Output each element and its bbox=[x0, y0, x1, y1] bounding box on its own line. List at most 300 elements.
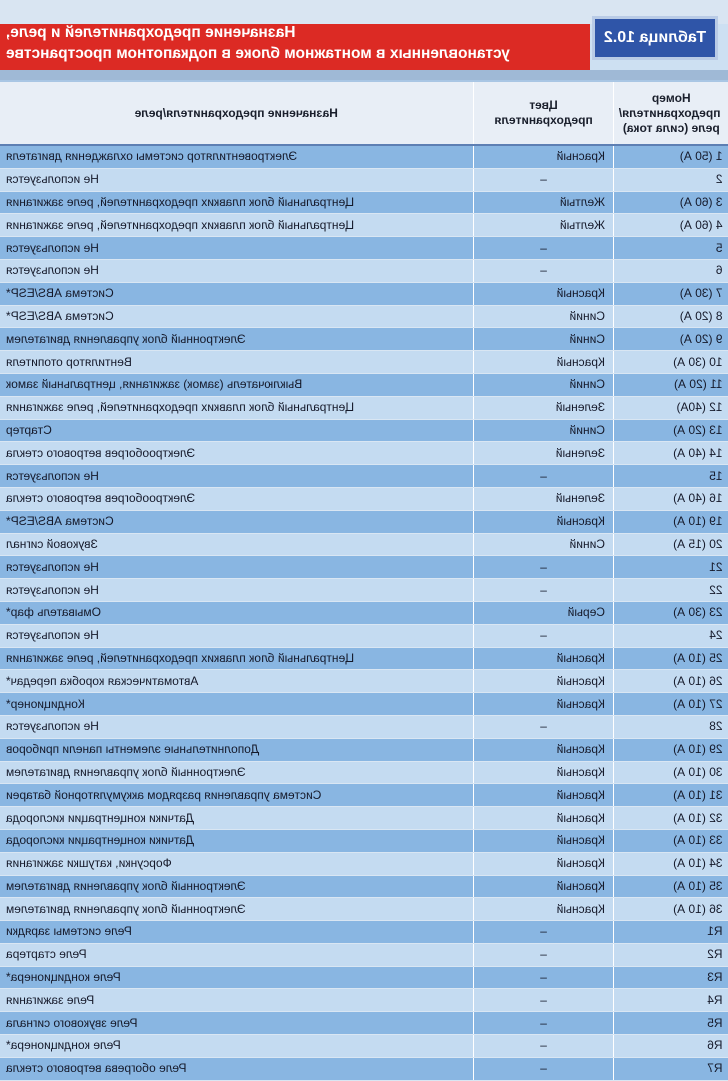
cell-color bbox=[473, 807, 613, 830]
cell-number-text: 2 bbox=[614, 169, 728, 190]
cell-purpose-text: Система ABS/ESP* bbox=[0, 306, 473, 327]
table-row bbox=[0, 305, 728, 328]
cell-purpose bbox=[0, 784, 473, 807]
cell-purpose bbox=[0, 168, 473, 191]
cell-purpose-text: Вентилятор отопителя bbox=[0, 352, 473, 373]
cell-purpose bbox=[0, 487, 473, 510]
cell-color bbox=[473, 624, 613, 647]
cell-purpose-text: Электронный блок управления двигателем bbox=[0, 899, 473, 920]
cell-color-text: – bbox=[474, 625, 613, 646]
cell-number-text: 7 (30 А) bbox=[614, 283, 728, 304]
cell-purpose-text: Реле кондиционера* bbox=[0, 967, 473, 988]
table-row bbox=[0, 579, 728, 602]
cell-number-text: 6 bbox=[614, 260, 728, 281]
cell-purpose bbox=[0, 989, 473, 1012]
cell-number bbox=[613, 259, 728, 282]
cell-color-text: Зеленый bbox=[474, 397, 613, 418]
cell-color bbox=[473, 579, 613, 602]
cell-color-text: Синий bbox=[474, 374, 613, 395]
table-row bbox=[0, 898, 728, 921]
table-row bbox=[0, 966, 728, 989]
cell-color bbox=[473, 738, 613, 761]
cell-color bbox=[473, 351, 613, 374]
cell-purpose bbox=[0, 510, 473, 533]
table-row bbox=[0, 875, 728, 898]
cell-color bbox=[473, 852, 613, 875]
table-row bbox=[0, 237, 728, 260]
cell-color-text: Красный bbox=[474, 739, 613, 760]
cell-purpose-text: Реле обогрева ветрового стекла bbox=[0, 1058, 473, 1079]
cell-color-text: – bbox=[474, 1035, 613, 1056]
cell-color-text: Синий bbox=[474, 329, 613, 350]
cell-color bbox=[473, 396, 613, 419]
cell-number-text: 32 (10 А) bbox=[614, 808, 728, 829]
cell-purpose-text: Электровентилятор системы охлаждения двигателя bbox=[0, 146, 473, 167]
cell-purpose-text: Не используется bbox=[0, 557, 473, 578]
cell-number-text: 33 (10 А) bbox=[614, 830, 728, 851]
cell-purpose-text: Электронный блок управления двигателем bbox=[0, 876, 473, 897]
cell-number-text: 11 (20 А) bbox=[614, 374, 728, 395]
cell-color-text: Синий bbox=[474, 534, 613, 555]
cell-number-text: 10 (30 А) bbox=[614, 352, 728, 373]
cell-purpose bbox=[0, 738, 473, 761]
cell-purpose bbox=[0, 556, 473, 579]
cell-purpose bbox=[0, 373, 473, 396]
cell-purpose-text: Выключатель (замок) зажигания, центральный замок bbox=[0, 374, 473, 395]
cell-purpose bbox=[0, 624, 473, 647]
cell-number bbox=[613, 579, 728, 602]
cell-color bbox=[473, 761, 613, 784]
cell-number bbox=[613, 145, 728, 168]
cell-color-text: Серый bbox=[474, 602, 613, 623]
cell-number bbox=[613, 715, 728, 738]
cell-purpose-text: Центральный блок плавких предохранителей, реле зажигания bbox=[0, 192, 473, 213]
table-row bbox=[0, 465, 728, 488]
cell-color bbox=[473, 442, 613, 465]
cell-color bbox=[473, 533, 613, 556]
cell-number bbox=[613, 419, 728, 442]
cell-number-text: R4 bbox=[614, 990, 728, 1011]
table-row bbox=[0, 807, 728, 830]
cell-purpose bbox=[0, 647, 473, 670]
cell-color-text: – bbox=[474, 580, 613, 601]
cell-purpose bbox=[0, 465, 473, 488]
cell-number-text: 13 (20 А) bbox=[614, 420, 728, 441]
cell-number bbox=[613, 282, 728, 305]
cell-purpose bbox=[0, 715, 473, 738]
cell-number bbox=[613, 487, 728, 510]
cell-color bbox=[473, 989, 613, 1012]
cell-color bbox=[473, 670, 613, 693]
cell-color-text: Желтый bbox=[474, 192, 613, 213]
column-header-color-label: Цвет предохранителя bbox=[474, 98, 613, 128]
table-row bbox=[0, 1035, 728, 1058]
cell-number-text: R1 bbox=[614, 921, 728, 942]
cell-number-text: 22 bbox=[614, 580, 728, 601]
cell-number bbox=[613, 784, 728, 807]
cell-number-text: 34 (10 А) bbox=[614, 853, 728, 874]
cell-color bbox=[473, 214, 613, 237]
table-row bbox=[0, 419, 728, 442]
cell-number bbox=[613, 807, 728, 830]
cell-purpose-text: Реле кондиционера* bbox=[0, 1035, 473, 1056]
cell-color-text: Желтый bbox=[474, 215, 613, 236]
cell-purpose-text: Реле стартера bbox=[0, 944, 473, 965]
cell-purpose-text: Датчики концентрации кислорода bbox=[0, 808, 473, 829]
cell-number bbox=[613, 852, 728, 875]
cell-color-text: Зеленый bbox=[474, 488, 613, 509]
cell-purpose bbox=[0, 1057, 473, 1080]
cell-color-text: Красный bbox=[474, 808, 613, 829]
table-row bbox=[0, 214, 728, 237]
cell-number-text: 15 bbox=[614, 466, 728, 487]
table-row bbox=[0, 510, 728, 533]
cell-purpose-text: Реле зажигания bbox=[0, 990, 473, 1011]
cell-color-text: – bbox=[474, 716, 613, 737]
cell-purpose-text: Система ABS/ESP* bbox=[0, 511, 473, 532]
cell-number bbox=[613, 647, 728, 670]
cell-purpose bbox=[0, 214, 473, 237]
cell-number-text: 5 bbox=[614, 238, 728, 259]
cell-number-text: R7 bbox=[614, 1058, 728, 1079]
cell-number bbox=[613, 442, 728, 465]
cell-color bbox=[473, 1035, 613, 1058]
cell-purpose-text: Электрообогрев ветрового стекла bbox=[0, 443, 473, 464]
cell-number bbox=[613, 214, 728, 237]
cell-color bbox=[473, 191, 613, 214]
cell-number bbox=[613, 465, 728, 488]
cell-color bbox=[473, 1057, 613, 1080]
cell-number-text: 19 (10 А) bbox=[614, 511, 728, 532]
table-caption bbox=[6, 22, 580, 64]
table-row bbox=[0, 1012, 728, 1035]
cell-color-text: Синий bbox=[474, 420, 613, 441]
cell-color-text: Красный bbox=[474, 648, 613, 669]
cell-number-text: 1 (50 А) bbox=[614, 146, 728, 167]
cell-number bbox=[613, 1035, 728, 1058]
cell-purpose bbox=[0, 191, 473, 214]
cell-number bbox=[613, 237, 728, 260]
cell-color-text: Красный bbox=[474, 352, 613, 373]
cell-purpose bbox=[0, 601, 473, 624]
table-row bbox=[0, 715, 728, 738]
cell-purpose bbox=[0, 966, 473, 989]
cell-purpose-text: Стартер bbox=[0, 420, 473, 441]
cell-purpose-text: Омыватель фар* bbox=[0, 602, 473, 623]
cell-color-text: – bbox=[474, 169, 613, 190]
table-row bbox=[0, 373, 728, 396]
cell-number bbox=[613, 670, 728, 693]
cell-color bbox=[473, 715, 613, 738]
cell-color-text: Красный bbox=[474, 785, 613, 806]
cell-color-text: Красный bbox=[474, 830, 613, 851]
cell-purpose bbox=[0, 533, 473, 556]
cell-number bbox=[613, 738, 728, 761]
table-row bbox=[0, 282, 728, 305]
cell-number bbox=[613, 328, 728, 351]
cell-number-text: R3 bbox=[614, 967, 728, 988]
cell-color-text: Красный bbox=[474, 283, 613, 304]
cell-number-text: 14 (40 А) bbox=[614, 443, 728, 464]
cell-color bbox=[473, 966, 613, 989]
cell-color bbox=[473, 168, 613, 191]
fuse-table bbox=[0, 82, 728, 1081]
cell-color bbox=[473, 829, 613, 852]
cell-number-text: 36 (10 А) bbox=[614, 899, 728, 920]
cell-color bbox=[473, 419, 613, 442]
cell-purpose bbox=[0, 761, 473, 784]
cell-number-text: R5 bbox=[614, 1013, 728, 1034]
cell-color bbox=[473, 487, 613, 510]
cell-purpose-text: Система ABS/ESP* bbox=[0, 283, 473, 304]
caption-line-1: Назначение предохранителей и реле, bbox=[6, 22, 580, 43]
cell-color-text: Красный bbox=[474, 876, 613, 897]
cell-purpose-text: Не используется bbox=[0, 169, 473, 190]
cell-color-text: – bbox=[474, 921, 613, 942]
cell-color bbox=[473, 921, 613, 944]
cell-number-text: 21 bbox=[614, 557, 728, 578]
cell-number bbox=[613, 921, 728, 944]
header-divider bbox=[0, 70, 728, 80]
cell-color bbox=[473, 305, 613, 328]
cell-number bbox=[613, 1012, 728, 1035]
cell-purpose-text: Кондиционер* bbox=[0, 694, 473, 715]
cell-number-text: 23 (30 А) bbox=[614, 602, 728, 623]
cell-purpose bbox=[0, 419, 473, 442]
cell-purpose-text: Не используется bbox=[0, 625, 473, 646]
cell-number bbox=[613, 191, 728, 214]
cell-color bbox=[473, 556, 613, 579]
table-row bbox=[0, 852, 728, 875]
cell-color bbox=[473, 1012, 613, 1035]
cell-number bbox=[613, 510, 728, 533]
cell-purpose bbox=[0, 1035, 473, 1058]
cell-number-text: 12 (40А) bbox=[614, 397, 728, 418]
cell-color bbox=[473, 943, 613, 966]
cell-purpose-text: Не используется bbox=[0, 580, 473, 601]
cell-purpose-text: Не используется bbox=[0, 466, 473, 487]
cell-purpose bbox=[0, 396, 473, 419]
cell-color-text: Красный bbox=[474, 671, 613, 692]
cell-purpose bbox=[0, 693, 473, 716]
cell-purpose-text: Центральный блок плавких предохранителей, реле зажигания bbox=[0, 648, 473, 669]
column-header-purpose bbox=[0, 82, 473, 145]
cell-number-text: 26 (10 А) bbox=[614, 671, 728, 692]
cell-purpose bbox=[0, 829, 473, 852]
cell-color bbox=[473, 373, 613, 396]
cell-purpose bbox=[0, 328, 473, 351]
column-header-number-label: Номер предохранителя/ реле (сила тока) bbox=[614, 91, 728, 136]
cell-purpose-text: Не используется bbox=[0, 716, 473, 737]
cell-purpose bbox=[0, 670, 473, 693]
table-number-tag bbox=[592, 16, 718, 60]
cell-color bbox=[473, 259, 613, 282]
table-header-row bbox=[0, 82, 728, 145]
table-row bbox=[0, 442, 728, 465]
cell-color-text: – bbox=[474, 1058, 613, 1079]
cell-number bbox=[613, 693, 728, 716]
cell-color bbox=[473, 510, 613, 533]
cell-number bbox=[613, 533, 728, 556]
cell-number bbox=[613, 943, 728, 966]
table-row bbox=[0, 921, 728, 944]
cell-number-text: R6 bbox=[614, 1035, 728, 1056]
table-row bbox=[0, 191, 728, 214]
cell-number bbox=[613, 829, 728, 852]
cell-color bbox=[473, 145, 613, 168]
column-header-purpose-label: Назначение предохранителя/реле bbox=[0, 106, 473, 121]
table-row bbox=[0, 601, 728, 624]
cell-color bbox=[473, 875, 613, 898]
cell-number bbox=[613, 875, 728, 898]
cell-purpose bbox=[0, 898, 473, 921]
column-header-color bbox=[473, 82, 613, 145]
table-row bbox=[0, 487, 728, 510]
table-row bbox=[0, 647, 728, 670]
cell-number-text: 25 (10 А) bbox=[614, 648, 728, 669]
cell-color-text: Красный bbox=[474, 762, 613, 783]
cell-color-text: – bbox=[474, 260, 613, 281]
cell-color bbox=[473, 693, 613, 716]
cell-purpose bbox=[0, 351, 473, 374]
cell-color-text: Красный bbox=[474, 899, 613, 920]
cell-purpose-text: Центральный блок плавких предохранителей, реле зажигания bbox=[0, 215, 473, 236]
cell-number bbox=[613, 966, 728, 989]
cell-number-text: 3 (60 А) bbox=[614, 192, 728, 213]
table-row bbox=[0, 1057, 728, 1080]
cell-number-text: 35 (10 А) bbox=[614, 876, 728, 897]
table-row bbox=[0, 396, 728, 419]
cell-number bbox=[613, 556, 728, 579]
cell-purpose bbox=[0, 921, 473, 944]
cell-number-text: 8 (20 А) bbox=[614, 306, 728, 327]
cell-purpose bbox=[0, 852, 473, 875]
cell-purpose bbox=[0, 305, 473, 328]
cell-purpose-text: Электронный блок управления двигателем bbox=[0, 762, 473, 783]
cell-color-text: Зеленый bbox=[474, 443, 613, 464]
cell-purpose bbox=[0, 875, 473, 898]
table-number-label: Таблица 10.2 bbox=[595, 19, 715, 57]
table-row bbox=[0, 670, 728, 693]
cell-number-text: 16 (40 А) bbox=[614, 488, 728, 509]
table-row bbox=[0, 693, 728, 716]
cell-color-text: Красный bbox=[474, 694, 613, 715]
cell-number-text: 27 (10 А) bbox=[614, 694, 728, 715]
caption-line-2: установленных в монтажном блоке в подкапотном пространстве bbox=[6, 43, 580, 64]
cell-color-text: – bbox=[474, 967, 613, 988]
table-row bbox=[0, 784, 728, 807]
table-header-band bbox=[0, 0, 728, 74]
cell-purpose-text: Форсунки, катушки зажигания bbox=[0, 853, 473, 874]
table-row bbox=[0, 556, 728, 579]
cell-number-text: 20 (15 А) bbox=[614, 534, 728, 555]
table-row bbox=[0, 738, 728, 761]
cell-number-text: R2 bbox=[614, 944, 728, 965]
cell-number bbox=[613, 761, 728, 784]
cell-purpose-text: Автоматическая коробка передач* bbox=[0, 671, 473, 692]
table-row bbox=[0, 259, 728, 282]
cell-number-text: 30 (10 А) bbox=[614, 762, 728, 783]
cell-purpose-text: Система управления разрядом аккумуляторной батареи bbox=[0, 785, 473, 806]
cell-color bbox=[473, 237, 613, 260]
cell-purpose bbox=[0, 259, 473, 282]
cell-number bbox=[613, 396, 728, 419]
table-row bbox=[0, 351, 728, 374]
cell-color bbox=[473, 898, 613, 921]
cell-purpose-text: Электрообогрев ветрового стекла bbox=[0, 488, 473, 509]
cell-purpose bbox=[0, 943, 473, 966]
cell-color bbox=[473, 784, 613, 807]
table-body bbox=[0, 145, 728, 1080]
cell-number-text: 31 (10 А) bbox=[614, 785, 728, 806]
cell-color-text: – bbox=[474, 990, 613, 1011]
table-row bbox=[0, 761, 728, 784]
cell-number bbox=[613, 898, 728, 921]
cell-number bbox=[613, 351, 728, 374]
cell-number bbox=[613, 168, 728, 191]
cell-color bbox=[473, 647, 613, 670]
cell-number-text: 28 bbox=[614, 716, 728, 737]
cell-color bbox=[473, 328, 613, 351]
cell-purpose-text: Реле звукового сигнала bbox=[0, 1013, 473, 1034]
table-row bbox=[0, 328, 728, 351]
table-row bbox=[0, 989, 728, 1012]
cell-number bbox=[613, 373, 728, 396]
cell-number bbox=[613, 601, 728, 624]
table-row bbox=[0, 943, 728, 966]
table-row bbox=[0, 168, 728, 191]
cell-purpose bbox=[0, 442, 473, 465]
cell-purpose-text: Центральный блок плавких предохранителей, реле зажигания bbox=[0, 397, 473, 418]
cell-color-text: Красный bbox=[474, 146, 613, 167]
table-row bbox=[0, 829, 728, 852]
cell-number bbox=[613, 305, 728, 328]
cell-color-text: – bbox=[474, 238, 613, 259]
cell-purpose bbox=[0, 237, 473, 260]
cell-color-text: – bbox=[474, 466, 613, 487]
cell-purpose-text: Не используется bbox=[0, 260, 473, 281]
cell-color-text: – bbox=[474, 944, 613, 965]
cell-color-text: – bbox=[474, 1013, 613, 1034]
cell-color bbox=[473, 465, 613, 488]
cell-color-text: Синий bbox=[474, 306, 613, 327]
cell-number-text: 9 (20 А) bbox=[614, 329, 728, 350]
table-row bbox=[0, 624, 728, 647]
cell-color-text: – bbox=[474, 557, 613, 578]
cell-purpose-text: Не используется bbox=[0, 238, 473, 259]
cell-purpose-text: Датчики концентрации кислорода bbox=[0, 830, 473, 851]
cell-number bbox=[613, 624, 728, 647]
cell-purpose bbox=[0, 1012, 473, 1035]
cell-purpose-text: Дополнительные элементы панели приборов bbox=[0, 739, 473, 760]
cell-purpose bbox=[0, 579, 473, 602]
cell-number-text: 4 (60 А) bbox=[614, 215, 728, 236]
table-row bbox=[0, 533, 728, 556]
cell-purpose-text: Реле системы зарядки bbox=[0, 921, 473, 942]
cell-color bbox=[473, 282, 613, 305]
cell-purpose-text: Звуковой сигнал bbox=[0, 534, 473, 555]
table-row bbox=[0, 145, 728, 168]
cell-color-text: Красный bbox=[474, 511, 613, 532]
cell-number bbox=[613, 989, 728, 1012]
column-header-number bbox=[613, 82, 728, 145]
cell-number bbox=[613, 1057, 728, 1080]
cell-number-text: 29 (10 А) bbox=[614, 739, 728, 760]
cell-purpose bbox=[0, 807, 473, 830]
cell-purpose-text: Электронный блок управления двигателем bbox=[0, 329, 473, 350]
cell-color-text: Красный bbox=[474, 853, 613, 874]
cell-number-text: 24 bbox=[614, 625, 728, 646]
